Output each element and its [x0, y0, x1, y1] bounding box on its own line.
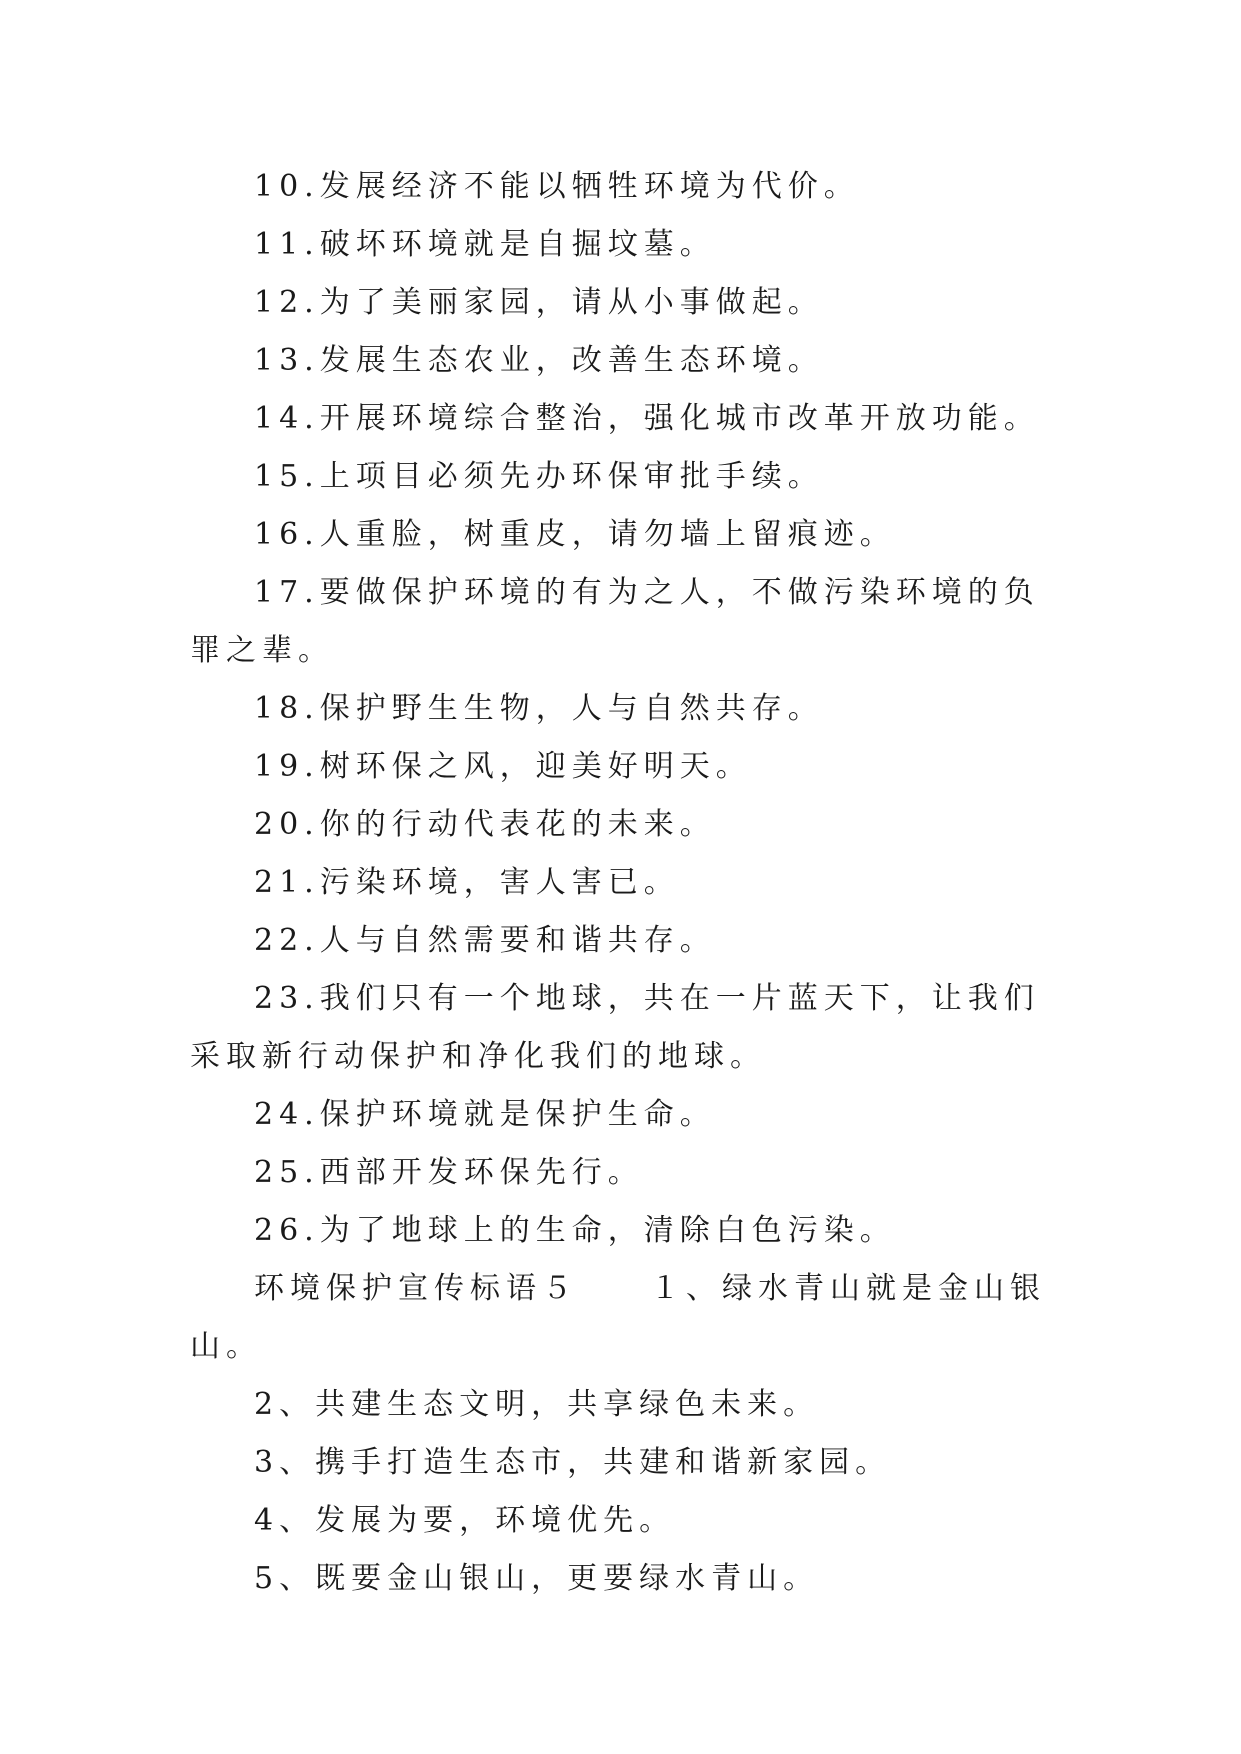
paragraph: 14.开展环境综合整治，强化城市改革开放功能。: [254, 401, 1040, 436]
paragraph: 24.保护环境就是保护生命。: [254, 1097, 716, 1132]
paragraph: 17.要做保护环境的有为之人，不做污染环境的负罪之辈。: [190, 575, 1040, 668]
paragraph: 15.上项目必须先办环保审批手续。: [254, 459, 824, 494]
document-body: [190, 158, 1050, 1608]
paragraph: 16.人重脸，树重皮，请勿墙上留痕迹。: [254, 517, 896, 552]
paragraph: 4、发展为要，环境优先。: [254, 1503, 676, 1538]
paragraph: 22.人与自然需要和谐共存。: [254, 923, 716, 958]
paragraph: 23.我们只有一个地球，共在一片蓝天下，让我们采取新行动保护和净化我们的地球。: [190, 981, 1040, 1074]
paragraph: 3、携手打造生态市，共建和谐新家园。: [254, 1445, 892, 1480]
section-heading-paragraph: 环境保护宣传标语５ １、绿水青山就是金山银山。: [190, 1271, 1046, 1364]
paragraph: 25.西部开发环保先行。: [254, 1155, 644, 1190]
paragraph: 26.为了地球上的生命，清除白色污染。: [254, 1213, 896, 1248]
paragraph: 20.你的行动代表花的未来。: [254, 807, 716, 842]
paragraph: 2、共建生态文明，共享绿色未来。: [254, 1387, 820, 1422]
paragraph: 18.保护野生生物，人与自然共存。: [254, 691, 824, 726]
paragraph: 12.为了美丽家园，请从小事做起。: [254, 285, 824, 320]
paragraph: 11.破坏环境就是自掘坟墓。: [254, 227, 716, 262]
paragraph: 21.污染环境，害人害已。: [254, 865, 680, 900]
paragraph: 13.发展生态农业，改善生态环境。: [254, 343, 824, 378]
paragraph: 19.树环保之风，迎美好明天。: [254, 749, 752, 784]
paragraph: 10.发展经济不能以牺牲环境为代价。: [254, 169, 860, 204]
paragraph: 5、既要金山银山，更要绿水青山。: [254, 1561, 820, 1596]
